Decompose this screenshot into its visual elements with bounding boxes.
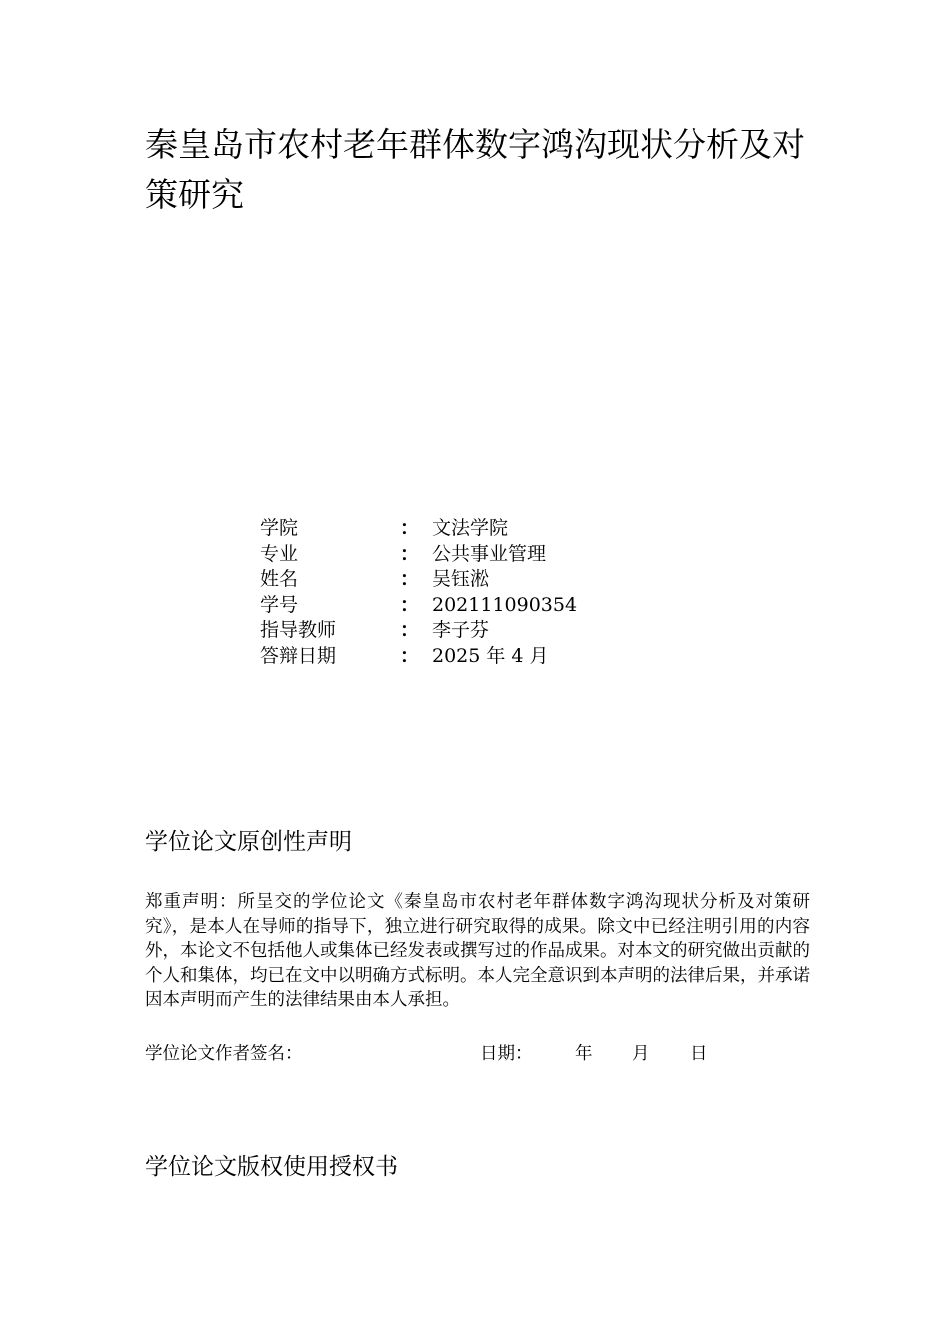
info-label: 专业 xyxy=(260,542,299,565)
info-colon: ： xyxy=(400,644,420,667)
info-label: 学院 xyxy=(260,517,299,539)
info-value: 文法学院 xyxy=(432,517,509,539)
declaration-heading: 学位论文原创性声明 xyxy=(145,829,352,855)
info-value: 公共事业管理 xyxy=(432,542,547,565)
info-colon: ： xyxy=(400,619,420,641)
year-label: 年 xyxy=(575,1044,593,1064)
day-label: 日 xyxy=(690,1044,708,1064)
info-colon: ： xyxy=(400,568,420,590)
author-signature-label: 学位论文作者签名： xyxy=(145,1044,303,1064)
info-value: 李子芬 xyxy=(432,619,490,641)
info-label: 学号 xyxy=(260,593,299,616)
info-colon: ： xyxy=(400,593,420,616)
info-label: 指导教师 xyxy=(260,619,337,641)
month-label: 月 xyxy=(632,1044,650,1064)
info-value: 2025 年 4 月 xyxy=(432,644,549,667)
info-row-college xyxy=(260,516,680,542)
info-label: 答辩日期 xyxy=(260,644,337,667)
info-row-major xyxy=(260,542,680,568)
info-label: 姓名 xyxy=(260,568,299,590)
info-colon: ： xyxy=(400,542,420,565)
info-row-advisor xyxy=(260,618,680,644)
info-value: 202111090354 xyxy=(432,593,578,616)
info-row-defense-date xyxy=(260,644,680,670)
declaration-body: 郑重声明：所呈交的学位论文《秦皇岛市农村老年群体数字鸿沟现状分析及对策研究》，是本人在导师的指导下，独立进行研究取得的成果。除文中已经注明引用的内容外，本论文不包括他人或集体已经发表或撰写过的作品成果。对本文的研究做出贡献的个人和集体，均已在文中以明确方式标明。本人完全意识到本声明的法律后果，并承诺因本声明而产生的法律结果由本人承担。 xyxy=(145,892,810,1010)
thesis-info-table xyxy=(260,516,680,669)
info-row-student-id xyxy=(260,593,680,619)
signature-row xyxy=(145,1041,810,1067)
info-value: 吴钰淞 xyxy=(432,568,490,590)
thesis-title: 秦皇岛市农村老年群体数字鸿沟现状分析及对策研究 xyxy=(145,125,805,214)
date-label: 日期： xyxy=(480,1044,533,1064)
copyright-heading: 学位论文版权使用授权书 xyxy=(145,1154,398,1180)
info-colon: ： xyxy=(400,517,420,539)
info-row-name xyxy=(260,567,680,593)
